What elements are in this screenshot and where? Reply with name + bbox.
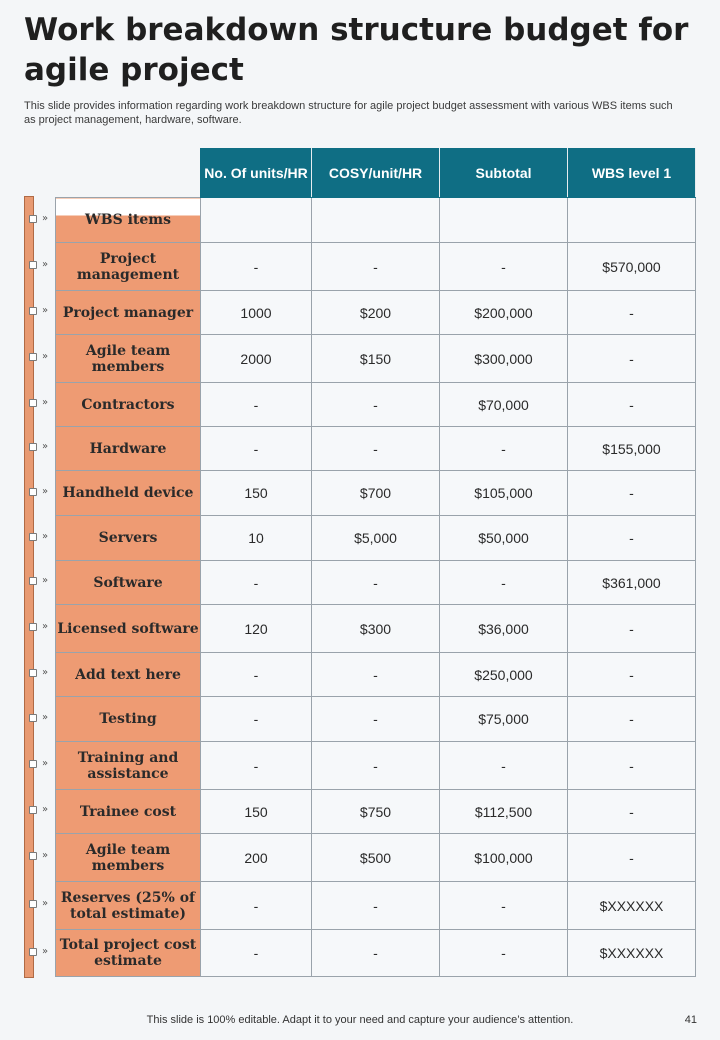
subtotal-cell: $75,000 bbox=[440, 697, 568, 742]
wbs-level-1-cell: $570,000 bbox=[568, 243, 696, 291]
wbs-item-cell: Reserves (25% of total estimate) bbox=[56, 882, 201, 930]
table-row bbox=[56, 243, 696, 291]
chevron-right-icon: » bbox=[42, 850, 49, 861]
chevron-right-icon: » bbox=[42, 212, 49, 224]
checkbox-icon bbox=[29, 215, 37, 223]
units-cell: 200 bbox=[201, 834, 312, 882]
cost-cell: - bbox=[312, 697, 440, 742]
wbs-item-cell: Total project cost estimate bbox=[56, 930, 201, 977]
wbs-item-cell: Contractors bbox=[56, 383, 201, 427]
wbs-item-cell: Trainee cost bbox=[56, 790, 201, 834]
chevron-right-icon: » bbox=[42, 758, 49, 769]
cost-cell bbox=[312, 198, 440, 243]
checkbox-icon bbox=[29, 760, 37, 768]
checkbox-icon bbox=[29, 353, 37, 361]
checkbox-icon bbox=[29, 669, 37, 677]
cost-cell: - bbox=[312, 427, 440, 471]
wbs-level-1-cell bbox=[568, 198, 696, 243]
chevron-right-icon: » bbox=[42, 305, 49, 316]
subtotal-cell: $200,000 bbox=[440, 291, 568, 335]
chevron-right-icon: » bbox=[42, 530, 49, 542]
checkbox-chevron-icon bbox=[29, 574, 55, 588]
cost-cell: $700 bbox=[312, 471, 440, 516]
chevron-right-icon: » bbox=[42, 898, 49, 909]
checkbox-icon bbox=[29, 714, 37, 722]
subtotal-cell: $300,000 bbox=[440, 335, 568, 383]
wbs-level-1-cell: - bbox=[568, 335, 696, 383]
header-subtotal: Subtotal bbox=[440, 149, 568, 198]
units-cell: 150 bbox=[201, 790, 312, 834]
cost-cell: - bbox=[312, 383, 440, 427]
checkbox-chevron-icon bbox=[29, 757, 55, 771]
checkbox-chevron-icon bbox=[29, 803, 55, 817]
table-row bbox=[56, 790, 696, 834]
units-cell: - bbox=[201, 427, 312, 471]
subtotal-cell: $70,000 bbox=[440, 383, 568, 427]
wbs-item-cell: Servers bbox=[56, 516, 201, 561]
table-row bbox=[56, 471, 696, 516]
units-cell bbox=[201, 198, 312, 243]
units-cell: 10 bbox=[201, 516, 312, 561]
subtotal-cell: $112,500 bbox=[440, 790, 568, 834]
table-row bbox=[56, 516, 696, 561]
table-row bbox=[56, 291, 696, 335]
subtotal-cell: - bbox=[440, 427, 568, 471]
table-row bbox=[56, 930, 696, 977]
checkbox-chevron-icon bbox=[29, 897, 55, 911]
checkbox-icon bbox=[29, 577, 37, 585]
chevron-right-icon: » bbox=[42, 441, 49, 452]
subtotal-cell: $50,000 bbox=[440, 516, 568, 561]
page-number: 41 bbox=[684, 1014, 697, 1026]
checkbox-chevron-icon bbox=[29, 711, 55, 725]
wbs-item-cell: Agile team members bbox=[56, 335, 201, 383]
checkbox-chevron-icon bbox=[29, 440, 55, 454]
subtotal-cell: - bbox=[440, 742, 568, 790]
cost-cell: $150 bbox=[312, 335, 440, 383]
checkbox-icon bbox=[29, 443, 37, 451]
wbs-item-cell: Project management bbox=[56, 243, 201, 291]
table-row bbox=[56, 383, 696, 427]
chevron-right-icon: » bbox=[42, 575, 49, 586]
checkbox-chevron-icon bbox=[29, 666, 55, 680]
units-cell: - bbox=[201, 930, 312, 977]
checkbox-icon bbox=[29, 900, 37, 908]
units-cell: 150 bbox=[201, 471, 312, 516]
checkbox-icon bbox=[29, 852, 37, 860]
checkbox-chevron-icon bbox=[29, 849, 55, 863]
checkbox-chevron-icon bbox=[29, 350, 55, 364]
table-row bbox=[56, 697, 696, 742]
header-cost-per-unit: COSY/unit/HR bbox=[312, 149, 440, 198]
wbs-item-cell: Agile team members bbox=[56, 834, 201, 882]
header-blank-cell bbox=[56, 149, 201, 198]
table-row bbox=[56, 882, 696, 930]
table-row bbox=[56, 742, 696, 790]
wbs-level-1-cell: - bbox=[568, 383, 696, 427]
table-row bbox=[56, 198, 696, 243]
page-title: Work breakdown structure budget for agile project bbox=[24, 12, 689, 88]
cost-cell: $300 bbox=[312, 605, 440, 653]
subtotal-cell bbox=[440, 198, 568, 243]
subtotal-cell: $250,000 bbox=[440, 653, 568, 697]
header-units: No. Of units/HR bbox=[201, 149, 312, 198]
wbs-level-1-cell: - bbox=[568, 471, 696, 516]
wbs-level-1-cell: $361,000 bbox=[568, 561, 696, 605]
subtotal-cell: - bbox=[440, 930, 568, 977]
wbs-level-1-cell: $155,000 bbox=[568, 427, 696, 471]
subtotal-cell: $100,000 bbox=[440, 834, 568, 882]
checkbox-chevron-icon bbox=[29, 485, 55, 499]
wbs-level-1-cell: - bbox=[568, 516, 696, 561]
wbs-item-cell: Testing bbox=[56, 697, 201, 742]
cost-cell: - bbox=[312, 243, 440, 291]
wbs-item-cell: Licensed software bbox=[56, 605, 201, 653]
wbs-level-1-cell: - bbox=[568, 834, 696, 882]
checkbox-icon bbox=[29, 488, 37, 496]
checkbox-chevron-icon bbox=[29, 530, 55, 544]
cost-cell: - bbox=[312, 930, 440, 977]
cost-cell: - bbox=[312, 653, 440, 697]
subtotal-cell: - bbox=[440, 561, 568, 605]
checkbox-icon bbox=[29, 307, 37, 315]
footer-note: This slide is 100% editable. Adapt it to your need and capture your audience’s attention. bbox=[146, 1014, 574, 1026]
chevron-right-icon: » bbox=[42, 485, 49, 497]
units-cell: - bbox=[201, 882, 312, 930]
chevron-right-icon: » bbox=[42, 667, 49, 678]
wbs-item-cell: Software bbox=[56, 561, 201, 605]
cost-cell: $200 bbox=[312, 291, 440, 335]
chevron-right-icon: » bbox=[42, 804, 49, 815]
checkbox-chevron-icon bbox=[29, 620, 55, 634]
units-cell: 2000 bbox=[201, 335, 312, 383]
wbs-budget-table bbox=[55, 148, 696, 977]
wbs-item-cell: Handheld device bbox=[56, 471, 201, 516]
wbs-level-1-cell: - bbox=[568, 790, 696, 834]
checkbox-chevron-icon bbox=[29, 258, 55, 272]
table-row bbox=[56, 605, 696, 653]
units-cell: 120 bbox=[201, 605, 312, 653]
cost-cell: $750 bbox=[312, 790, 440, 834]
cost-cell: $500 bbox=[312, 834, 440, 882]
table-row bbox=[56, 335, 696, 383]
checkbox-icon bbox=[29, 806, 37, 814]
wbs-level-1-cell: $XXXXXX bbox=[568, 930, 696, 977]
table-row bbox=[56, 653, 696, 697]
subtotal-cell: $36,000 bbox=[440, 605, 568, 653]
subtotal-cell: - bbox=[440, 243, 568, 291]
checkbox-chevron-icon bbox=[29, 304, 55, 318]
wbs-level-1-cell: - bbox=[568, 605, 696, 653]
page-subtitle: This slide provides information regarding work breakdown structure for agile project budget assessment with various WBS items such as project management, hardware, software. bbox=[24, 100, 673, 126]
wbs-level-1-cell: - bbox=[568, 653, 696, 697]
table-header-row bbox=[56, 149, 696, 198]
checkbox-icon bbox=[29, 399, 37, 407]
wbs-level-1-cell: - bbox=[568, 291, 696, 335]
units-cell: - bbox=[201, 561, 312, 605]
header-wbs-level-1: WBS level 1 bbox=[568, 149, 696, 198]
table-row bbox=[56, 834, 696, 882]
wbs-level-1-cell: $XXXXXX bbox=[568, 882, 696, 930]
units-cell: 1000 bbox=[201, 291, 312, 335]
wbs-item-cell: Hardware bbox=[56, 427, 201, 471]
chevron-right-icon: » bbox=[42, 397, 49, 408]
table-row bbox=[56, 561, 696, 605]
wbs-item-cell: Add text here bbox=[56, 653, 201, 697]
units-cell: - bbox=[201, 383, 312, 427]
checkbox-chevron-icon bbox=[29, 945, 55, 959]
wbs-item-cell: WBS items bbox=[56, 198, 201, 243]
chevron-right-icon: » bbox=[42, 621, 49, 632]
cost-cell: - bbox=[312, 742, 440, 790]
wbs-item-cell: Project manager bbox=[56, 291, 201, 335]
cost-cell: - bbox=[312, 882, 440, 930]
checkbox-icon bbox=[29, 533, 37, 541]
checkbox-icon bbox=[29, 948, 37, 956]
wbs-item-cell: Training and assistance bbox=[56, 742, 201, 790]
chevron-right-icon: » bbox=[42, 945, 49, 957]
checkbox-icon bbox=[29, 261, 37, 269]
subtotal-cell: - bbox=[440, 882, 568, 930]
units-cell: - bbox=[201, 742, 312, 790]
wbs-level-1-cell: - bbox=[568, 697, 696, 742]
checkbox-icon bbox=[29, 623, 37, 631]
checkbox-chevron-icon bbox=[29, 212, 55, 226]
cost-cell: - bbox=[312, 561, 440, 605]
chevron-right-icon: » bbox=[42, 711, 49, 723]
units-cell: - bbox=[201, 243, 312, 291]
units-cell: - bbox=[201, 653, 312, 697]
chevron-right-icon: » bbox=[42, 259, 49, 270]
checkbox-chevron-icon bbox=[29, 396, 55, 410]
chevron-right-icon: » bbox=[42, 351, 49, 362]
units-cell: - bbox=[201, 697, 312, 742]
cost-cell: $5,000 bbox=[312, 516, 440, 561]
subtotal-cell: $105,000 bbox=[440, 471, 568, 516]
table-row bbox=[56, 427, 696, 471]
wbs-level-1-cell: - bbox=[568, 742, 696, 790]
